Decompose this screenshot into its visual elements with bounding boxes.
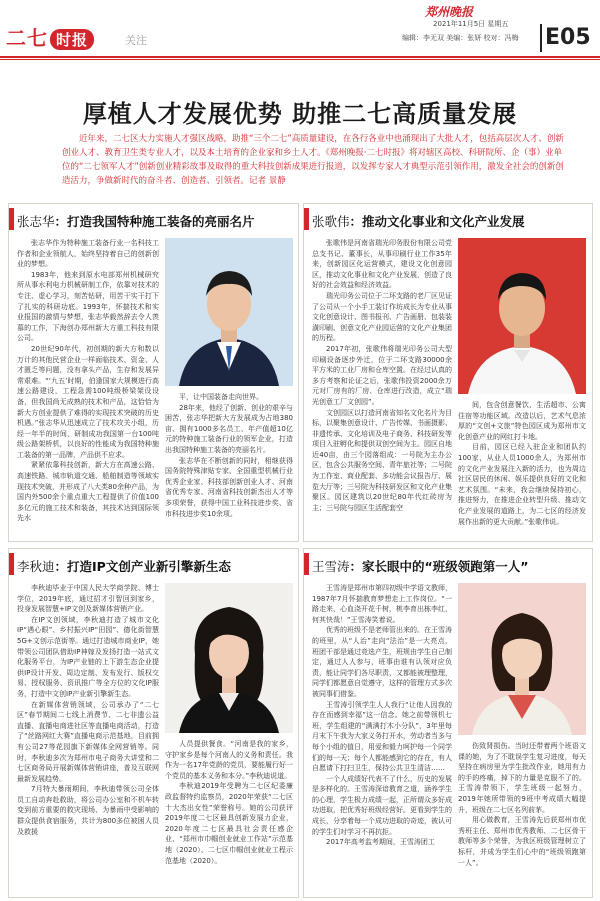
- article-body-left: 张志华作为特种施工装备行业一名科技工作者和企业领航人，始终坚持着自己的创新创业的梦想。 1983年，他来到原水电部郑州机械研究所从事水利电力机械研制工作，依靠对技术的专注、虚心学习，刻苦钻研，用苦干实干打下了扎实的科研功底。1993年，怀揣技术和实业报国的激情与梦想，张志华毅然辞去令人羡慕的工作，下海创办郑州新大方重工科技有限公司。 20世纪90年代，初创期的新大方和数以万计的其他民营企业一样面临技术、资金、人才匮乏等问题，没有拿头产品，生存和发展异常艰难。“‘九五’时期，伯逢国家大规模进行高速公路建设，工程急需100吨级桥梁架设设备，但我国尚无成熟的技术和产品，这恰恰为新大方创业提供了难得的实现技术突破的历史机遇。”张志华从迅速成立了技术攻关小组，历经一年半的时间，研制成功我国第一台100吨级公路架桥机，以良好的性能成为我国特种施工装备的第一品牌，产品供不应求。 紧紧依靠科技创新，新大方在高速公路、高速铁路、城市轨道交通、船舶制造等领域实现技术突破，并形成了八大类80余种产品，为国内外500余个重点重大工程提供了价值100多亿元的施工技术和装备，其技术达到国际领先水: [17, 239, 159, 523]
- title-accent: [304, 553, 309, 575]
- article-card-zhang-zhihua: [8, 203, 299, 542]
- article-card-zhang-gewei: [303, 203, 593, 542]
- page-number: E05: [545, 25, 591, 50]
- article-card-wang-xuetao: [303, 548, 593, 898]
- article-body-right: 平，让中国装备走向世界。 28年来，他经了创新、创业的艰辛与困苦，张志华把新大方发展成为占地380亩、拥有1000多名员工、年产值超10亿元的特种施工装备行业的领军企业，打造出我国特种施工装备的亮丽名片。 张志华在不断创新的同时，相继获得国务院特殊津贴专家、全国重型机械行业优秀企业家、科技部创新创业人才、河南省优秀专家、河南省科技创新杰出人才等多项荣誉，获得中国工业科技进步奖、省市科技进步奖10余项。: [165, 393, 293, 518]
- title-accent: [9, 208, 14, 230]
- article-card-li-qiudi: [8, 548, 299, 898]
- column-label: 关注: [125, 34, 147, 47]
- portrait-photo: [458, 583, 586, 735]
- header-rule: [0, 56, 600, 58]
- title-accent: [9, 553, 14, 575]
- editor-credits: 编辑：李无双 美编：张妍 校对：冯梅: [402, 34, 519, 42]
- portrait-photo: [458, 238, 586, 394]
- article-body-left: 张歌伟是河南省瑞光印务股份有限公司党总支书记、董事长，从事印刷行业工作35年来，创新园区化运营模式，建设文化创意园区，推动文化事业和文化产业发展，创造了良好的社会效益和经济效益。 瑞光印务公司位于二环支路的老厂区见证了公司从一个小手工装订作坊成长为专业从事文化创意设计、图书报刊、广告画册、包装装潢印刷、创意文化产业园运营的文化产业集团的历程。 2017年初，张歌伟将瑞光印务公司大型印刷设备逐步外迁，位于二环支路30000余平方米的工业厂房和仓库空置。在经过认真的多方考察和论证之后，张歌伟投资2000余万元对厂房有的厂房、仓库进行改造，成立“瑞光创意工厂文创园”。 文创园区以打造河南省知名文化名片为目标，以聚集创意设计、广告传媒、书画摄影、非遗传承、文化培训及电子商务、科技研发等项目入驻孵化和提供双创空间为主。园区自地近40亩，由三个园落组成：一号院为主办公区，包含公共服务空间、青年旅社等；二号院为工作室、商业配套、多功能会议报告厅、展览大厅等；三号院为科技研发区和文化产业集聚区。园区建筑以20世纪80年代红砖房为主；三号院与园区生活配套空: [312, 239, 452, 512]
- portrait-woman-icon: [458, 583, 586, 735]
- brand-badge: 时报: [50, 29, 94, 50]
- dateline: 2021年11月5日 星期五: [433, 20, 509, 28]
- page-headline: 厚植人才发展优势 助推二七高质量发展: [82, 100, 518, 128]
- portrait-photo: [165, 238, 293, 386]
- brand-name: 二七 时报: [6, 22, 96, 51]
- article-body-left: 李秋迪毕业于中国人民大学商学院、博士学位，2019年底，通过招才引智回到家乡，投身发展智慧+IP文创及新媒体营销产业。 在IP文创领域，李秋迪打造了城市文化IP“遇心眼”、乡村振兴IP“田园”、德化街智慧5G+文创示范街等。通过打造城市商业IP，她带领公司团队借助IP神嫁及发扬打造一站式文化服务平台，为IP产业链的上下游生态企业提供IP设计开发、周边定制、发布发行、版权交易、授权服务、资讯推广等全方位的文化IP服务，打造中文创IP产业新引擎新生态。 在新媒体营销领域，公司承办了“二七区”春节期间二七线上消费节、二七非遗公益直播、直播电商进社区等直播电商活动，打造了“丝路网红大赛”直播电商示范基地，目前拥有公司27等花园旗下新媒体全网营销等。同时，李秋迪多次为郑州市电子商务大讲堂和二七区商务局开展新媒体营销讲座，普及互联网最新发展趋势。 7月特大暴雨期间，李秋迪带领公司全体员工自动奔赴救助，将公司办公室和不机车转变到前方重要的救灾现场、为暴雨中受影响的群众提供食宿服务，共计为800多位被困人员及救援: [17, 584, 159, 836]
- article-body-right: 间，包含创意餐饮、生活超市、公寓住宿等功能区域。改造以后，艺术气息浓厚的“文创+文旅”特色园区成为郑州市文化创意产业的网红打卡地。 目前，园区已经入驻企业和团队约100家，从业人员1000余人，为郑州市的文化产业发展注入新的活力，也为周边社区居民的休闲、娱乐提供良好的文化和艺术氛围。“未来，我会继续保持初心，推进努力，在推进企业转型升级、推动文化产业发展的道路上，为二七区的经济发展作出新的更大贡献。”张歌伟说。: [458, 401, 586, 526]
- title-accent: [304, 208, 309, 230]
- page-divider: [540, 24, 542, 52]
- lead-paragraph: 近年来，二七区大力实施人才强区战略，助推“三个二七”高质量建设，在各行各业中也涌现出了大批人才，包括高层次人才、创新创业人才、教育卫生类专业人才，以及本土培育的企业家和乡土人才。《郑州晚报·二七时报》将对辖区高校、科研院所、企（事）业单位的“二七领军人才”创新创业精彩故事及取得的重大科技创新成果进行报道，以发挥专家人才典型示范引领作用，激发全社会的创新创造活力，争做新时代的奋斗者、创造者、引领者。记者 景静: [62, 134, 564, 186]
- article-body-right: 人员提供餐食。“河南是我的家乡，守护家乡是每个河南人的义务和责任。我作为一名17年党龄的党员，要能履行好一个党员的基本义务和本分。”李秋迪说道。 李秋迪2019年受聘为二七区纪委廉政监督特约监察员，2020年荣获“二七区十大杰出女性”荣誉称号。她的公司获评2019年度二七区最具创新发展力企业，2020年度二七区最具社会责任感企业、“郑州市巾帼创业就业工作站”示范基地（2020）、二七区巾帼创业就业工程示范基地（2020）。: [165, 740, 293, 865]
- portrait-man-icon: [165, 238, 293, 386]
- portrait-man-icon: [458, 238, 586, 394]
- article-title: 王雪涛：家长眼中的“班级领跑第一人”: [312, 559, 529, 574]
- article-title: 张歌伟：推动文化事业和文化产业发展: [312, 214, 525, 229]
- portrait-woman-icon: [165, 583, 293, 733]
- article-body-right: 伤致肾损伤。当时还带着两个班语文课的她，为了不耽误学生复习进度，每天坚持在病房里为学生批改作业，她用有力的手的疼痛，掉下的力量是克服不了的。王雪涛带领下，学生班级一起努力，2019年她所带领的9班中考成绩大幅提升，班级在二七区名列前茅。 用心做教育，王雪涛先后获郑州市优秀班主任、郑州市优秀教师、二七区骨干教师等多个荣誉，为我区班级管理树立了标杆，并成为学生们心中的“班级领跑第一人”。: [458, 742, 586, 867]
- masthead: [0, 0, 600, 64]
- article-title: 李秋迪：打造IP文创产业新引擎新生态: [17, 559, 231, 574]
- portrait-photo: [165, 583, 293, 733]
- article-title: 张志华：打造我国特种施工装备的亮丽名片: [17, 214, 255, 229]
- header-rule-thin: [0, 59, 600, 60]
- article-body-left: 王雪涛是郑州市第四初级中学语文教师，1987年7月怀揣教育梦想走上工作岗位。“一路走来，心血浇开花千树，桃李育出栋李红，何其快哉！”王雪涛笑着说。 优秀的班级不是老师管出来的。在王雪涛的班里，从“人治”走向“法治”是一大亮点，班团干部是通过竞选产生，班规由学生自己制定，通过人人参与，班事由谁有认领对应负责，能让同学们各尽职责，又都能被理整理，同学们都愿意自觉遵守，这样的管理方式多次被同事们借鉴。 王雪涛引领学生人人我行“让他人因我的存在而感到幸福”这一信念。她之前带领机七班，学生组建的“满满打木小分队”，3年里每月末下午我为大家义务打开水，劳动者当多与每个小组的值日，用爱和毅力呵护每一个同学们的每一天；每个人都能感到它的存在，有人自愿请下打扫卫生，保持公共卫生清洁…… 一个人成绩好代表不了什么，历史的发展是多样化的。王雪涛深谙教育之道，涵养学生的心理，学生极力成绩一起，正所谓众多好成功进取，把优秀好班级经营好。更看到学生的成长，分享着每一个成功进取的奇迹，被认可的学生们对学习不再抗拒。 2017年高考监考期间，王雪涛团工: [312, 584, 452, 847]
- newspaper-logo: 郑州晚报: [425, 5, 474, 19]
